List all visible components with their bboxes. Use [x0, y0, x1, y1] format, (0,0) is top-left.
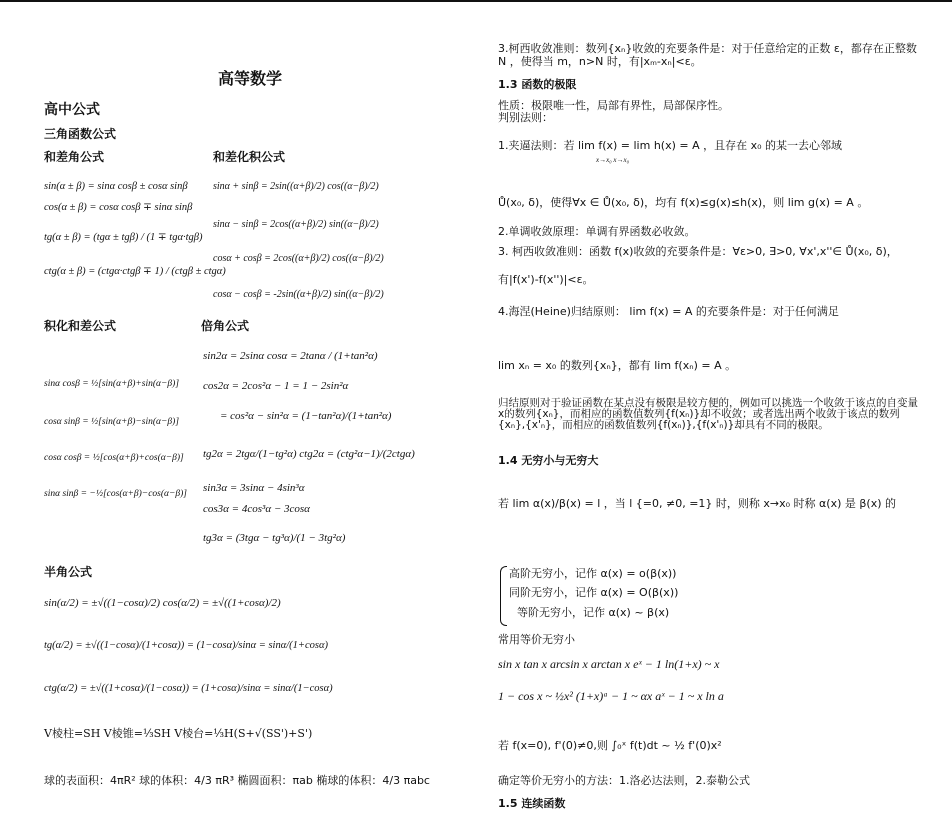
formula-ctg-sum: ctg(α ± β) = (ctgα·ctgβ ∓ 1) / (ctgβ ± ctgα)	[44, 266, 226, 277]
formula-cos3a: cos3α = 4cos³α − 3cosα	[203, 503, 310, 515]
equivalents-line2: 1 − cos x ~ ½x² (1+x)ᵃ − 1 ~ αx aˣ − 1 ~ x ln a	[498, 689, 724, 703]
volume-formulas: V棱柱=SH V棱锥=⅓SH V棱台=⅓H(S+√(SS')+S')	[44, 727, 313, 740]
formula-sin-sin-prod: sinα sinβ = −½[cos(α+β)−cos(α−β)]	[44, 489, 188, 499]
cauchy-sequence: 3.柯西收敛准则：数列{xₙ}收敛的充要条件是：对于任意给定的正数 ε，都存在正整数N ，使得当 m，n>N 时，有|xₘ-xₙ|<ε。	[498, 42, 917, 68]
formula-sin-plus-sin: sinα + sinβ = 2sin((α+β)/2) cos((α−β)/2)	[213, 181, 379, 192]
formula-half-sin-cos: sin(α/2) = ±√((1−cosα)/2) cos(α/2) = ±√((1+cosα)/2)	[44, 597, 281, 609]
orders-brace	[500, 566, 507, 626]
area-volume-line: 球的表面积：4πR² 球的体积：4/3 πR³ 椭圆面积：πab 椭球的体积：4/3 πabc	[44, 774, 430, 787]
formula-cos-minus-cos: cosα − cosβ = -2sin((α+β)/2) sin((α−β)/2)	[213, 289, 384, 300]
squeeze-rule-line2: Ů(x₀, δ)，使得∀x ∈ Ů(x₀, δ)，均有 f(x)≤g(x)≤h(x)，则 lim g(x) = A 。	[498, 196, 869, 209]
formula-sin-minus-sin: sinα − sinβ = 2cos((α+β)/2) sin((α−β)/2)	[213, 219, 379, 230]
heading-1-3: 1.3 函数的极限	[498, 78, 577, 91]
squeeze-rule-subscript: x→x₀ x→x₀	[596, 156, 630, 164]
integral-equivalent: 若 f(x=0), f'(0)≠0,则 ∫₀ˣ f(t)dt ~ ½ f'(0)x²	[498, 739, 722, 752]
cauchy-function-cont: 有|f(x')-f(x'')|<ε。	[498, 273, 594, 286]
methods-line: 确定等价无穷小的方法：1.洛必达法则，2.泰勒公式	[498, 774, 750, 787]
heading-sum-angle: 和差角公式	[44, 150, 105, 164]
order-higher: 高阶无穷小，记作 α(x) = o(β(x))	[509, 567, 677, 580]
heading-half-angle: 半角公式	[44, 565, 93, 579]
monotone-principle: 2.单调收敛原理：单调有界函数必收敛。	[498, 225, 696, 238]
criteria-label: 判别法则：	[498, 111, 553, 124]
heading-1-5: 1.5 连续函数	[498, 797, 566, 810]
formula-half-ctg: ctg(α/2) = ±√((1+cosα)/(1−cosα)) = (1+cosα)/sinα = sinα/(1−cosα)	[44, 683, 333, 694]
order-equivalent: 等阶无穷小，记作 α(x) ~ β(x)	[517, 606, 670, 619]
formula-tg2a: tg2α = 2tgα/(1−tg²α) ctg2α = (ctg²α−1)/(2ctgα)	[203, 448, 415, 460]
formula-sin-cos-prod: sinα cosβ = ½[sin(α+β)+sin(α−β)]	[44, 379, 180, 389]
top-border	[0, 0, 952, 2]
formula-tg-sum: tg(α ± β) = (tgα ± tgβ) / (1 ∓ tgα·tgβ)	[44, 232, 203, 243]
infinitesimal-definition: 若 lim α(x)/β(x) = l ，当 l {=0, ≠0, =1} 时，则称 x→x₀ 时称 α(x) 是 β(x) 的	[498, 497, 897, 510]
limit-properties: 性质：极限唯一性，局部有界性，局部保序性。	[498, 99, 729, 112]
formula-tg3a: tg3α = (3tgα − tg³α)/(1 − 3tg²α)	[203, 532, 346, 544]
equivalents-line1: sin x tan x arcsin x arctan x eˣ − 1 ln(1+x) ~ x	[498, 657, 720, 671]
formula-cos-sin-prod: cosα sinβ = ½[sin(α+β)−sin(α−β)]	[44, 417, 180, 427]
formula-cos2a: cos2α = 2cos²α − 1 = 1 − 2sin²α	[203, 380, 349, 392]
formula-cos-sum: cos(α ± β) = cosα cosβ ∓ sinα sinβ	[44, 202, 193, 213]
heine-note: 归结原则对于验证函数在某点没有极限是较方便的，例如可以挑选一个收敛于该点的自变量x的数列{xₙ}，而相应的函数值数列{f(xₙ)}却不收敛；或者选出两个收敛于该点的数列{xₙ},{x'ₙ}，而相应的函数值数列{f(xₙ)},{f(x'ₙ)}却具有不同的极限。	[498, 397, 918, 432]
formula-cos-plus-cos: cosα + cosβ = 2cos((α+β)/2) cos((α−β)/2)	[213, 253, 384, 264]
heading-high-school: 高中公式	[44, 102, 100, 118]
cauchy-function: 3. 柯西收敛准则：函数 f(x)收敛的充要条件是：∀ε>0, ∃>0, ∀x',x''∈ Ů(x₀, δ)，	[498, 245, 898, 258]
formula-sin2a: sin2α = 2sinα cosα = 2tanα / (1+tan²α)	[203, 350, 378, 362]
formula-half-tg: tg(α/2) = ±√((1−cosα)/(1+cosα)) = (1−cosα)/sinα = sinα/(1+cosα)	[44, 640, 328, 651]
formula-sin-sum: sin(α ± β) = sinα cosβ ± cosα sinβ	[44, 181, 188, 192]
squeeze-rule-line1: 1.夹逼法则：若 lim f(x) = lim h(x) = A ，且存在 x₀ 的某一去心邻域	[498, 139, 843, 152]
heading-product-to-sum: 积化和差公式	[44, 319, 117, 333]
common-equivalents-label: 常用等价无穷小	[498, 633, 575, 646]
formula-sin3a: sin3α = 3sinα − 4sin³α	[203, 482, 305, 494]
heine-rule-line1: 4.海涅(Heine)归结原则： lim f(x) = A 的充要条件是：对于任何满足	[498, 305, 839, 318]
heading-double-angle: 倍角公式	[201, 319, 250, 333]
heading-trig: 三角函数公式	[44, 127, 117, 141]
heading-sum-to-product: 和差化积公式	[213, 150, 286, 164]
formula-cos2a-alt: = cos²α − sin²α = (1−tan²α)/(1+tan²α)	[220, 410, 392, 422]
page-title: 高等数学	[218, 69, 283, 88]
order-same: 同阶无穷小，记作 α(x) = O(β(x))	[509, 586, 679, 599]
heine-rule-line2: lim xₙ = x₀ 的数列{xₙ}，都有 lim f(xₙ) = A 。	[498, 359, 737, 372]
heading-1-4: 1.4 无穷小与无穷大	[498, 454, 599, 467]
formula-cos-cos-prod: cosα cosβ = ½[cos(α+β)+cos(α−β)]	[44, 453, 184, 463]
